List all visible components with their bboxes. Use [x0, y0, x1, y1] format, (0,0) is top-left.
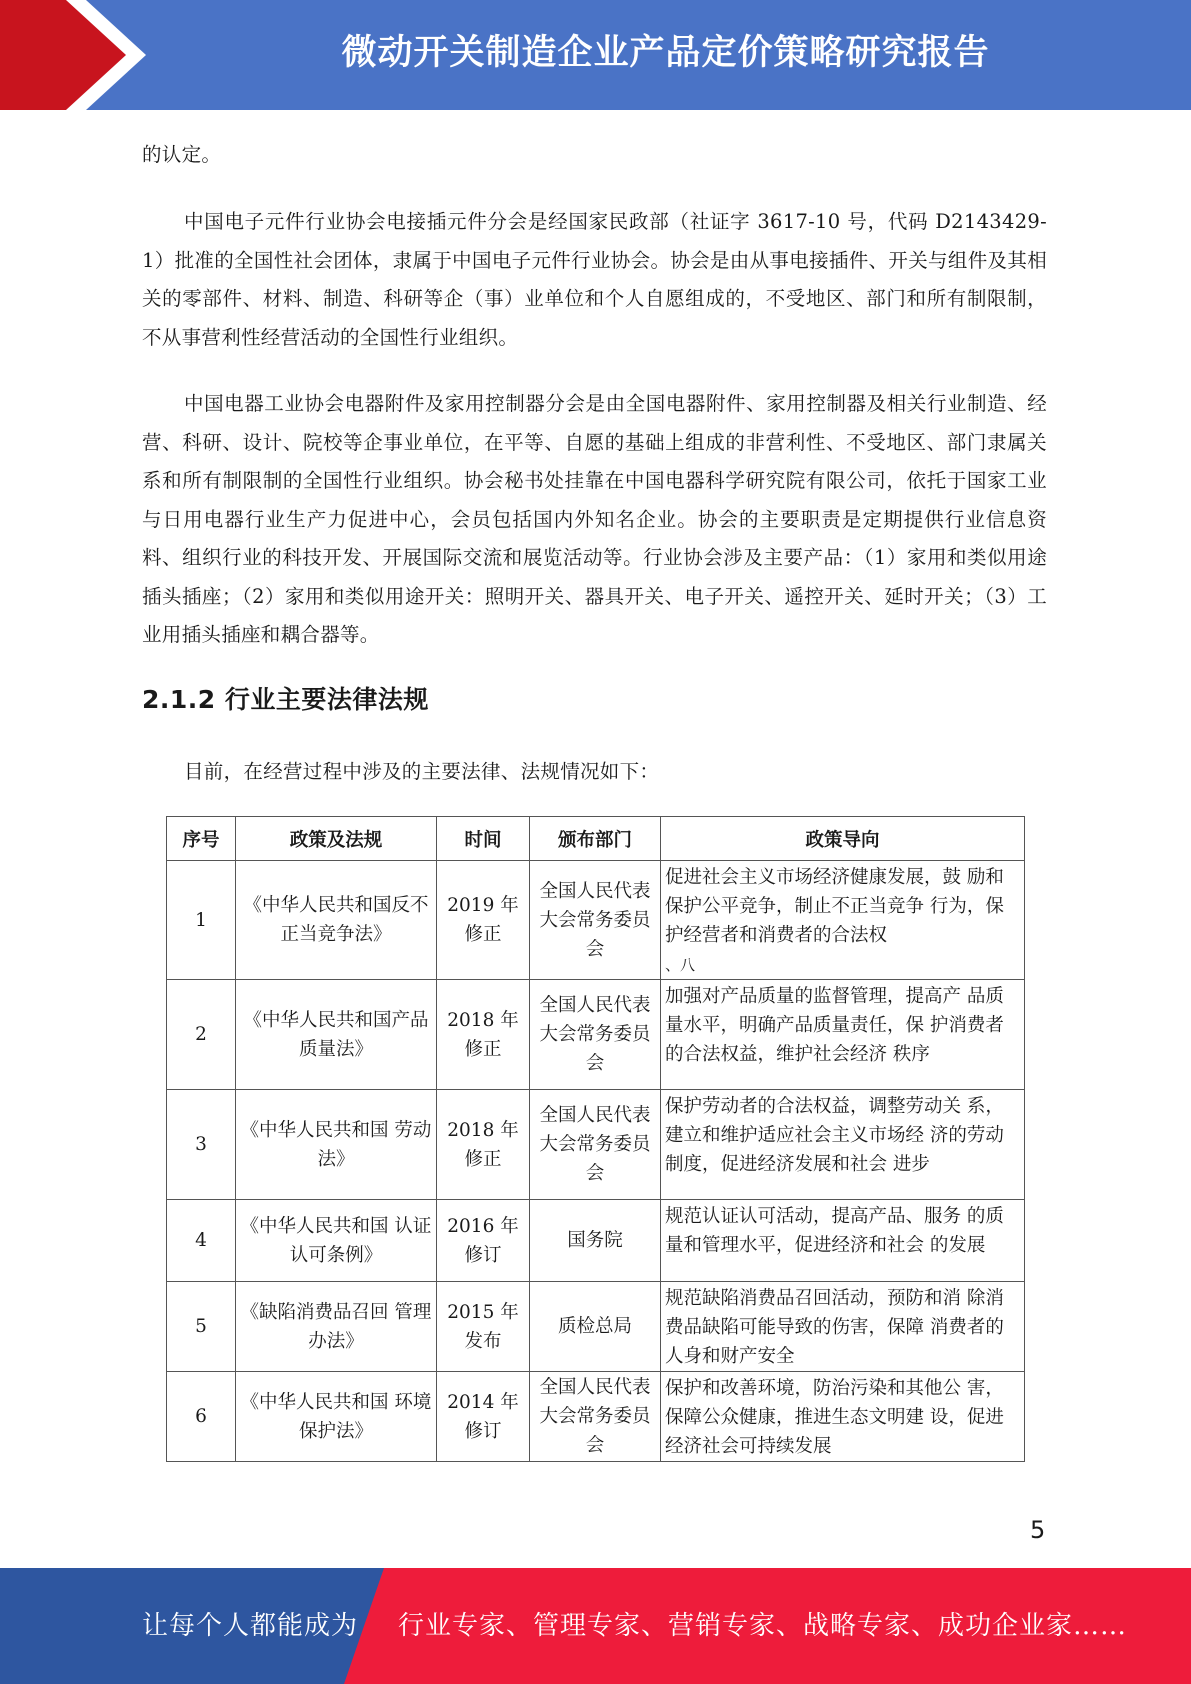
row-time: 2018 年修正 — [437, 1090, 530, 1200]
row-dept: 质检总局 — [530, 1282, 661, 1372]
row-policy: 《中华人民共和国反不正当竞争法》 — [236, 861, 437, 980]
row-no: 5 — [167, 1282, 236, 1372]
row-time: 2015 年发布 — [437, 1282, 530, 1372]
header-dept: 颁布部门 — [530, 817, 661, 861]
page-number: 5 — [1030, 1516, 1046, 1544]
row-no: 6 — [167, 1372, 236, 1462]
row-dept: 全国人民代表大会常务委员会 — [530, 1372, 661, 1462]
row-direction: 规范缺陷消费品召回活动，预防和消 除消费品缺陷可能导致的伤害，保障 消费者的人身和财产安全 — [661, 1282, 1025, 1372]
row-dept: 全国人民代表大会常务委员会 — [530, 1090, 661, 1200]
row-no: 4 — [167, 1200, 236, 1282]
row-direction-text: 促进社会主义市场经济健康发展，鼓 励和保护公平竞争，制止不正当竞争 行为，保护经营者和消费者的合法权 — [665, 867, 1004, 946]
report-title: 微动开关制造企业产品定价策略研究报告 — [341, 33, 990, 73]
row-direction-overflow: 、八 — [665, 956, 696, 974]
header-no: 序号 — [167, 817, 236, 861]
table-row — [167, 1372, 1025, 1462]
header-direction: 政策导向 — [661, 817, 1025, 861]
row-policy: 《中华人民共和国 认证认可条例》 — [236, 1200, 437, 1282]
row-direction: 加强对产品质量的监督管理，提高产 品质量水平，明确产品质量责任，保 护消费者的合法权益，维护社会经济 秩序 — [661, 980, 1025, 1090]
footer-slogan-left: 让每个人都能成为 — [142, 1611, 359, 1641]
section-intro: 目前，在经营过程中涉及的主要法律、法规情况如下： — [184, 760, 660, 783]
section-heading: 2.1.2 行业主要法律法规 — [142, 685, 429, 714]
row-time: 2018 年修正 — [437, 980, 530, 1090]
row-no: 2 — [167, 980, 236, 1090]
row-direction: 规范认证认可活动，提高产品、服务 的质量和管理水平，促进经济和社会 的发展 — [661, 1200, 1025, 1282]
table-row — [167, 861, 1025, 980]
row-dept: 全国人民代表大会常务委员会 — [530, 861, 661, 980]
paragraph-electrical-association: 中国电器工业协会电器附件及家用控制器分会是由全国电器附件、家用控制器及相关行业制造、经营、科研、设计、院校等企事业单位，在平等、自愿的基础上组成的非营利性、不受地区、部门隶属关系和所有制限制的全国性行业组织。协会秘书处挂靠在中国电器科学研究院有限公司，依托于国家工业与日用电器行业生产力促进中心，会员包括国内外知名企业。协会的主要职责是定期提供行业信息资料、组织行业的科技开发、开展国际交流和展览活动等。行业协会涉及主要产品：（1）家用和类似用途插头插座；（2）家用和类似用途开关：照明开关、器具开关、电子开关、遥控开关、延时开关；（3）工业用插头插座和耦合器等。 — [142, 392, 1047, 646]
table-row — [167, 1282, 1025, 1372]
footer-slogan-right: 行业专家、管理专家、营销专家、战略专家、成功企业家…… — [398, 1611, 1128, 1641]
table-row — [167, 980, 1025, 1090]
paragraph-continued: 的认定。 — [142, 143, 222, 166]
row-time: 2016 年修订 — [437, 1200, 530, 1282]
row-no: 1 — [167, 861, 236, 980]
row-policy: 《中华人民共和国 劳动法》 — [236, 1090, 437, 1200]
row-dept: 全国人民代表大会常务委员会 — [530, 980, 661, 1090]
page-footer — [0, 1568, 1191, 1684]
header-time: 时间 — [437, 817, 530, 861]
header-policy: 政策及法规 — [236, 817, 437, 861]
page-header — [0, 0, 1191, 110]
row-policy: 《中华人民共和国产品质量法》 — [236, 980, 437, 1090]
table-row — [167, 1200, 1025, 1282]
paragraph-electronic-association: 中国电子元件行业协会电接插元件分会是经国家民政部（社证字 3617-10 号，代码 D2143429-1）批准的全国性社会团体，隶属于中国电子元件行业协会。协会是由从事电接插件、开关与组件及其相关的零部件、材料、制造、科研等企（事）业单位和个人自愿组成的，不受地区、部门和所有制限制，不从事营利性经营活动的全国性行业组织。 — [142, 210, 1047, 349]
row-direction — [661, 861, 1025, 980]
row-time: 2014 年修订 — [437, 1372, 530, 1462]
row-dept: 国务院 — [530, 1200, 661, 1282]
row-policy: 《中华人民共和国 环境保护法》 — [236, 1372, 437, 1462]
row-policy: 《缺陷消费品召回 管理办法》 — [236, 1282, 437, 1372]
table-row — [167, 1090, 1025, 1200]
table-header-row — [167, 817, 1025, 861]
row-direction: 保护劳动者的合法权益，调整劳动关 系，建立和维护适应社会主义市场经 济的劳动制度，促进经济发展和社会 进步 — [661, 1090, 1025, 1200]
laws-table — [166, 816, 1025, 1462]
row-direction: 保护和改善环境，防治污染和其他公 害，保障公众健康，推进生态文明建 设，促进经济社会可持续发展 — [661, 1372, 1025, 1462]
row-no: 3 — [167, 1090, 236, 1200]
row-time: 2019 年修正 — [437, 861, 530, 980]
